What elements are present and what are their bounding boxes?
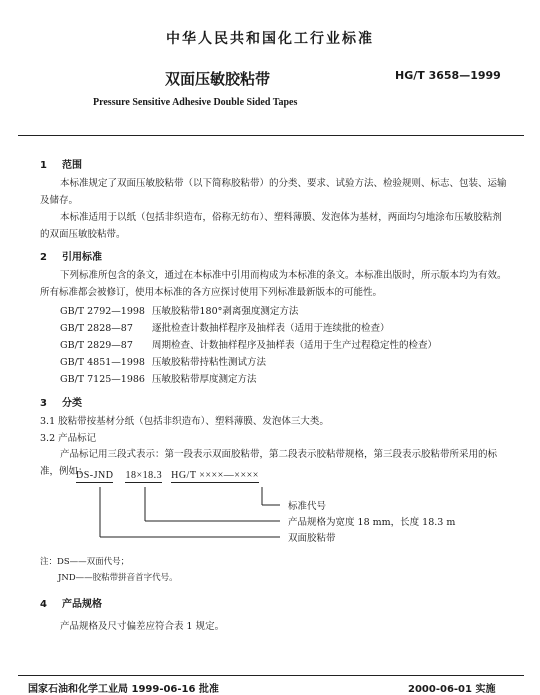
section-2-paragraph-1: 下列标准所包含的条文，通过在本标准中引用而构成为本标准的条文。本标准出版时，所示版本均为有效。所有标准都会被修订，使用本标准的各方应探讨使用下列标准最新版本的可能性。 <box>40 270 507 298</box>
section-1-title: 范围 <box>62 160 82 171</box>
reference-title: 压敏胶粘带180°剥离强度测定方法 <box>152 306 299 317</box>
reference-code: GB/T 7125—1986 <box>60 374 145 385</box>
section-1-paragraph-2: 本标准适用于以纸（包括非织造布，俗称无纺布）、塑料薄膜、发泡体为基材，两面均匀地涂布压敏胶粘剂的双面压敏胶粘带。 <box>40 212 502 240</box>
standard-code: HG/T 3658—1999 <box>395 69 501 82</box>
marking-segment-2: 18×18.3 <box>125 470 163 481</box>
note-line-1: 注：DS——双面代号； <box>40 557 130 567</box>
reference-code: GB/T 2792—1998 <box>60 306 145 317</box>
reference-code: GB/T 2829—87 <box>60 340 133 351</box>
document-title-zh: 双面压敏胶粘带 <box>165 70 271 88</box>
reference-code: GB/T 2828—87 <box>60 323 133 334</box>
standard-category: 中华人民共和国化工行业标准 <box>166 31 374 47</box>
marking-label-type: 双面胶粘带 <box>288 533 336 544</box>
implementation-date: 2000-06-01 实施 <box>408 684 496 695</box>
section-3-title: 分类 <box>62 398 82 409</box>
section-4-title: 产品规格 <box>62 599 102 610</box>
marking-label-standard: 标准代号 <box>288 501 327 512</box>
document-title-en: Pressure Sensitive Adhesive Double Sided Tapes <box>93 97 298 108</box>
section-1-paragraph-1: 本标准规定了双面压敏胶粘带（以下简称胶粘带）的分类、要求、试验方法、检验规则、标志、包装、运输及储存。 <box>40 178 507 206</box>
marking-segment-3: HG/T ××××—×××× <box>171 470 259 481</box>
reference-code: GB/T 4851—1998 <box>60 357 145 368</box>
approval-note: 国家石油和化学工业局 1999-06-16 批准 <box>28 684 219 695</box>
footer-divider <box>18 675 524 676</box>
reference-title: 周期检查、计数抽样程序及抽样表（适用于生产过程稳定性的检查） <box>152 340 438 351</box>
reference-title: 压敏胶粘带持粘性测试方法 <box>152 357 267 368</box>
section-4-number: 4 <box>40 599 47 610</box>
clause-3-2-paragraph: 产品标记用三段式表示：第一段表示双面胶粘带，第二段表示胶粘带规格，第三段表示胶粘带所采用的标准，例如： <box>40 449 498 477</box>
section-4-heading <box>40 595 102 610</box>
clause-3-2-title: 3.2 产品标记 <box>40 433 97 444</box>
section-2-title: 引用标准 <box>62 252 102 263</box>
reference-title: 压敏胶粘带厚度测定方法 <box>152 374 257 385</box>
clause-3-1: 3.1 胶粘带按基材分纸（包括非织造布）、塑料薄膜、发泡体三大类。 <box>40 416 329 427</box>
marking-segment-1: DS-JND <box>76 470 114 481</box>
reference-title: 逐批检查计数抽样程序及抽样表（适用于连续批的检查） <box>152 323 390 334</box>
section-2-number: 2 <box>40 252 47 263</box>
section-3-number: 3 <box>40 398 47 409</box>
section-1-number: 1 <box>40 160 47 171</box>
note-line-2: JND——胶粘带拼音首字代号。 <box>58 573 178 583</box>
section-4-paragraph-1: 产品规格及尺寸偏差应符合表 1 规定。 <box>60 621 225 632</box>
marking-label-spec: 产品规格为宽度 18 mm，长度 18.3 m <box>288 517 456 528</box>
